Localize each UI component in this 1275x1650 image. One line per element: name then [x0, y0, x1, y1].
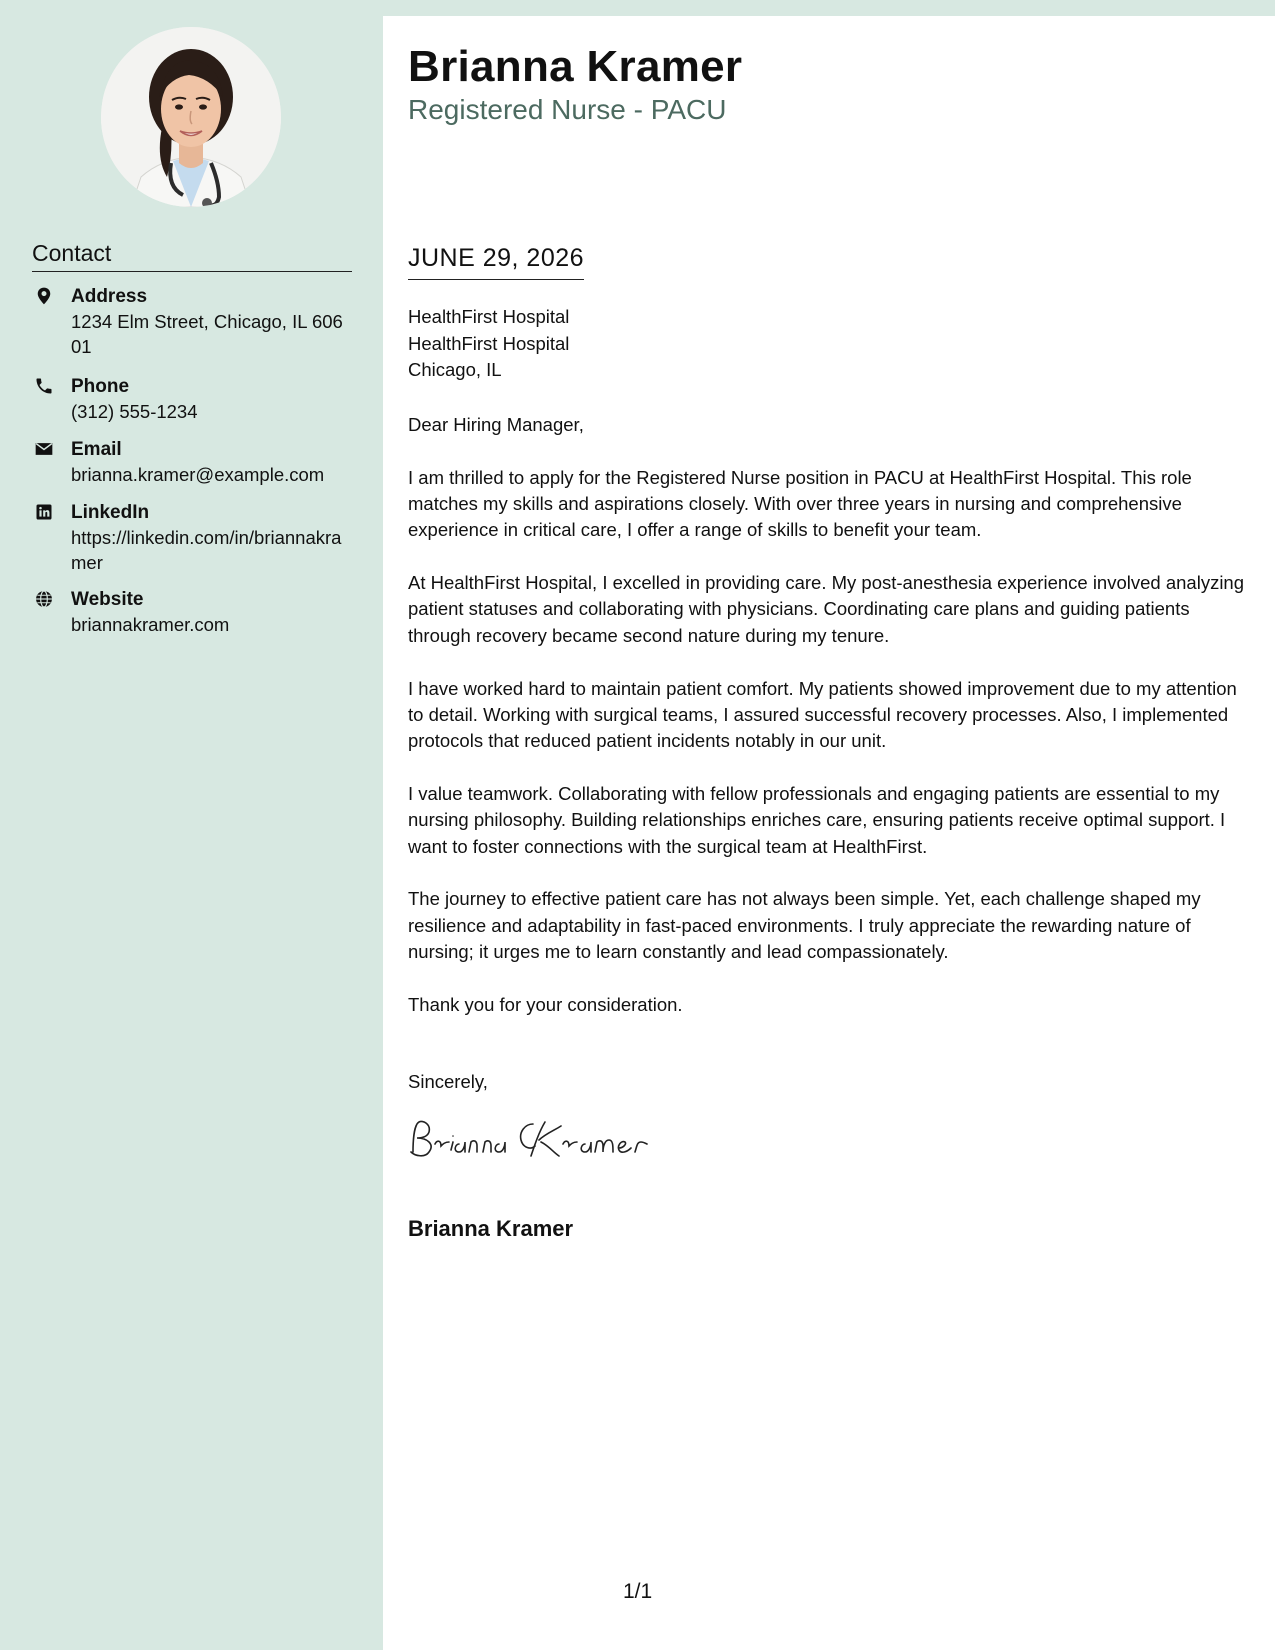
- recipient-line: Chicago, IL: [408, 359, 502, 380]
- body-paragraph: I have worked hard to maintain patient comfort. My patients showed improvement due to my attention to detail. Working with surgical teams, I assured successful recovery processes. Also, I implemented protocols that reduced patient incidents notably in our unit.: [408, 677, 1237, 752]
- globe-icon: [34, 589, 54, 609]
- address-value: 1234 Elm Street, Chicago, IL 60601: [71, 311, 343, 357]
- letter-page: [383, 16, 1275, 1650]
- phone-icon: [34, 376, 54, 396]
- recipient-line: HealthFirst Hospital: [408, 306, 570, 327]
- location-pin-icon: [34, 286, 54, 306]
- phone-label: Phone: [71, 376, 130, 397]
- body-paragraph: The journey to effective patient care has not always been simple. Yet, each challenge shaped my resilience and adaptability in fast-paced environments. I truly appreciate the rewarding nature of nursing; it urges me to learn constantly and lead compassionately.: [408, 888, 1201, 962]
- address-label: Address: [71, 286, 148, 307]
- letter-body: [408, 412, 1248, 1045]
- body-paragraph: At HealthFirst Hospital, I excelled in providing care. My post-anesthesia experience involved analyzing patient statuses and collaborating with physicians. Coordinating care plans and guiding patients through recovery became second nature during my tenure.: [408, 572, 1245, 646]
- email-label: Email: [71, 439, 122, 460]
- body-paragraph: I value teamwork. Collaborating with fellow professionals and engaging patients are essential to my nursing philosophy. Building relationships enriches care, ensuring patients receive optimal support. I want to foster connections with the surgical team at HealthFirst.: [408, 782, 1226, 857]
- signer-name: Brianna Kramer: [408, 1216, 574, 1241]
- website-label: Website: [71, 589, 144, 610]
- thank-you-line: Thank you for your consideration.: [408, 993, 683, 1015]
- page-number: 1/1: [623, 1580, 653, 1603]
- phone-value: (312) 555-1234: [71, 401, 198, 422]
- recipient-line: HealthFirst Hospital: [408, 332, 570, 354]
- signature-image: [405, 1116, 675, 1166]
- linkedin-icon: [34, 502, 54, 522]
- sidebar: [0, 0, 383, 1650]
- salutation: Dear Hiring Manager,: [408, 414, 584, 435]
- closing: Sincerely,: [408, 1071, 488, 1092]
- applicant-title: Registered Nurse - PACU: [408, 94, 727, 125]
- body-paragraph: I am thrilled to apply for the Registered Nurse position in PACU at HealthFirst Hospital. This role matches my skills and aspirations closely. With over three years in nursing and comprehensive experience in critical care, I offer a range of skills to benefit your team.: [408, 466, 1192, 541]
- linkedin-label: LinkedIn: [71, 502, 150, 523]
- handwritten-signature: [405, 1116, 675, 1171]
- email-value[interactable]: brianna.kramer@example.com: [71, 464, 325, 485]
- recipient-block: [408, 304, 569, 384]
- profile-photo: [101, 27, 281, 207]
- linkedin-value[interactable]: https://linkedin.com/in/briannakramer: [71, 527, 342, 573]
- letter-date: JUNE 29, 2026: [408, 244, 584, 280]
- nurse-portrait-image: [101, 27, 281, 207]
- applicant-name: Brianna Kramer: [408, 42, 743, 91]
- contact-heading: Contact: [32, 240, 352, 272]
- email-icon: [34, 439, 54, 459]
- website-value[interactable]: briannakramer.com: [71, 614, 230, 635]
